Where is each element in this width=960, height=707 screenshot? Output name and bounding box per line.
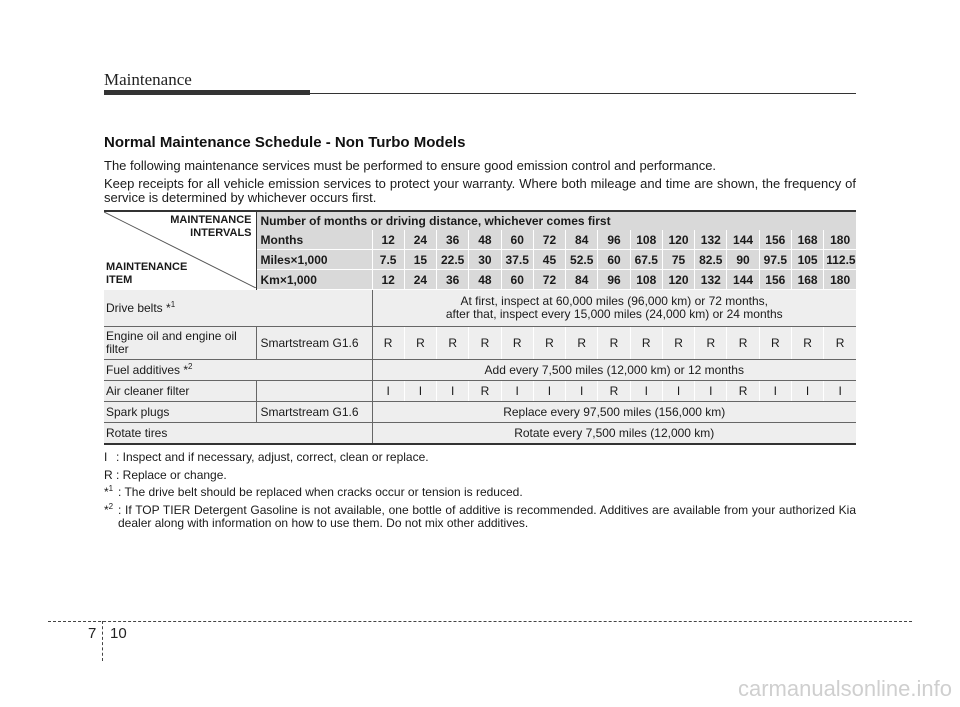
- table-row-rotate-tires: [104, 423, 856, 445]
- interval-value: 168: [791, 270, 823, 290]
- interval-label: Miles×1,000: [256, 250, 372, 270]
- legend-replace: [104, 469, 856, 482]
- table-row-fuel-additives: [104, 360, 856, 381]
- interval-value: 24: [404, 270, 436, 290]
- interval-value: 108: [630, 230, 662, 250]
- schedule-cell: I: [533, 381, 565, 402]
- interval-value: 72: [533, 230, 565, 250]
- item-engine-oil: Engine oil and engine oil filter: [104, 327, 256, 360]
- schedule-cell: R: [437, 327, 469, 360]
- interval-value: 156: [759, 230, 791, 250]
- interval-value: 144: [727, 270, 759, 290]
- schedule-cell: I: [501, 381, 533, 402]
- schedule-cell: R: [598, 381, 630, 402]
- schedule-cell: R: [598, 327, 630, 360]
- schedule-cell: R: [695, 327, 727, 360]
- interval-value: 180: [824, 230, 856, 250]
- corner-label-intervals: MAINTENANCE INTERVALS: [170, 214, 252, 239]
- item-air-cleaner: Air cleaner filter: [104, 381, 256, 402]
- schedule-cell: I: [791, 381, 823, 402]
- maintenance-schedule-table: [104, 210, 856, 445]
- interval-value: 24: [404, 230, 436, 250]
- interval-value: 12: [372, 270, 404, 290]
- legend-key-r: R: [104, 468, 113, 482]
- table-row-engine-oil: [104, 327, 856, 360]
- interval-value: 15: [404, 250, 436, 270]
- interval-value: 84: [566, 230, 598, 250]
- schedule-cell: I: [372, 381, 404, 402]
- engine-oil-engine: Smartstream G1.6: [256, 327, 372, 360]
- legend-key-i: I: [104, 450, 108, 464]
- table-row-air-cleaner: [104, 381, 856, 402]
- item-drive-belts: Drive belts *$^1$: [104, 290, 372, 327]
- rotate-tires-schedule: Rotate every 7,500 miles (12,000 km): [372, 423, 856, 445]
- schedule-cell: R: [759, 327, 791, 360]
- interval-value: 60: [501, 270, 533, 290]
- interval-value: 36: [437, 230, 469, 250]
- fuel-additives-schedule: Add every 7,500 miles (12,000 km) or 12 months: [372, 360, 856, 381]
- footnote-1: [104, 486, 856, 499]
- interval-value: 30: [469, 250, 501, 270]
- intro-paragraph-1: The following maintenance services must be performed to ensure good emission control and performance.: [104, 158, 717, 173]
- item-spark-plugs: Spark plugs: [104, 402, 256, 423]
- footnote-2-key: *$^2$: [104, 502, 114, 517]
- interval-value: 132: [695, 270, 727, 290]
- table-row-spark-plugs: [104, 402, 856, 423]
- interval-value: 72: [533, 270, 565, 290]
- interval-value: 90: [727, 250, 759, 270]
- page-title: Normal Maintenance Schedule - Non Turbo Models: [104, 134, 466, 151]
- schedule-cell: I: [695, 381, 727, 402]
- footnote-2: [104, 504, 856, 530]
- schedule-cell: R: [727, 381, 759, 402]
- interval-value: 82.5: [695, 250, 727, 270]
- schedule-cell: R: [662, 327, 694, 360]
- schedule-cell: I: [566, 381, 598, 402]
- table-row-drive-belts: [104, 290, 856, 327]
- schedule-cell: R: [469, 327, 501, 360]
- schedule-cell: I: [824, 381, 856, 402]
- footnote-1-text: : The drive belt should be replaced when cracks occur or tension is reduced.: [118, 485, 523, 499]
- interval-value: 48: [469, 230, 501, 250]
- schedule-cell: I: [630, 381, 662, 402]
- interval-value: 60: [598, 250, 630, 270]
- spark-plugs-schedule: Replace every 97,500 miles (156,000 km): [372, 402, 856, 423]
- schedule-cell: I: [404, 381, 436, 402]
- drive-belts-schedule: [372, 290, 856, 327]
- interval-value: 22.5: [437, 250, 469, 270]
- interval-label: Months: [256, 230, 372, 250]
- interval-value: 84: [566, 270, 598, 290]
- interval-value: 48: [469, 270, 501, 290]
- interval-value: 156: [759, 270, 791, 290]
- schedule-cell: R: [727, 327, 759, 360]
- interval-value: 180: [824, 270, 856, 290]
- schedule-cell: R: [566, 327, 598, 360]
- spark-plugs-engine: Smartstream G1.6: [256, 402, 372, 423]
- drive-belts-note-2: after that, inspect every 15,000 miles (24,000 km) or 24 months: [445, 307, 783, 321]
- interval-value: 132: [695, 230, 727, 250]
- schedule-cell: I: [437, 381, 469, 402]
- section-header: Maintenance: [104, 70, 192, 89]
- interval-value: 60: [501, 230, 533, 250]
- interval-span-header: Number of months or driving distance, whichever comes first: [256, 211, 856, 230]
- interval-value: 96: [598, 270, 630, 290]
- watermark: carmanualsonline.info: [737, 676, 952, 701]
- item-fuel-additives: Fuel additives *$^2$: [104, 360, 372, 381]
- interval-value: 168: [791, 230, 823, 250]
- interval-value: 7.5: [372, 250, 404, 270]
- footer-vertical-divider: [102, 621, 103, 661]
- schedule-cell: R: [372, 327, 404, 360]
- drive-belts-note-1: At first, inspect at 60,000 miles (96,000 km) or 72 months,: [460, 294, 768, 308]
- schedule-cell: I: [759, 381, 791, 402]
- interval-value: 144: [727, 230, 759, 250]
- chapter-number: 7: [88, 625, 97, 642]
- schedule-cell: R: [469, 381, 501, 402]
- interval-value: 45: [533, 250, 565, 270]
- interval-value: 96: [598, 230, 630, 250]
- legend-inspect: [104, 451, 856, 464]
- air-cleaner-engine: [256, 381, 372, 402]
- interval-value: 120: [662, 230, 694, 250]
- interval-value: 37.5: [501, 250, 533, 270]
- footnote-2-text: : If TOP TIER Detergent Gasoline is not available, one bottle of additive is recommended. Additives are available from your authorized Kia dealer along with information on how to use them. Do not mix other additives.: [118, 503, 856, 530]
- interval-value: 75: [662, 250, 694, 270]
- interval-value: 36: [437, 270, 469, 290]
- interval-value: 52.5: [566, 250, 598, 270]
- schedule-cell: I: [662, 381, 694, 402]
- interval-value: 67.5: [630, 250, 662, 270]
- legend-text-i: : Inspect and if necessary, adjust, correct, clean or replace.: [116, 450, 429, 464]
- interval-value: 112.5: [824, 250, 856, 270]
- schedule-cell: R: [533, 327, 565, 360]
- page-number: 10: [110, 625, 127, 642]
- header-rule-accent: [104, 90, 310, 95]
- interval-label: Km×1,000: [256, 270, 372, 290]
- schedule-cell: R: [791, 327, 823, 360]
- schedule-cell: R: [630, 327, 662, 360]
- interval-value: 105: [791, 250, 823, 270]
- interval-value: 12: [372, 230, 404, 250]
- legend-text-r: : Replace or change.: [116, 468, 227, 482]
- footer-divider: [48, 621, 912, 622]
- interval-value: 120: [662, 270, 694, 290]
- interval-value: 108: [630, 270, 662, 290]
- footnote-1-key: *$^1$: [104, 484, 114, 499]
- schedule-cell: R: [501, 327, 533, 360]
- schedule-cell: R: [824, 327, 856, 360]
- interval-value: 97.5: [759, 250, 791, 270]
- item-rotate-tires: Rotate tires: [104, 423, 372, 445]
- schedule-cell: R: [404, 327, 436, 360]
- corner-label-item: MAINTENANCE ITEM: [106, 260, 188, 286]
- intro-paragraph-2: Keep receipts for all vehicle emission services to protect your warranty. Where both mileage and time are shown, the frequency of service is determined by whichever occurs first.: [104, 176, 856, 205]
- table-corner-header: [104, 211, 256, 290]
